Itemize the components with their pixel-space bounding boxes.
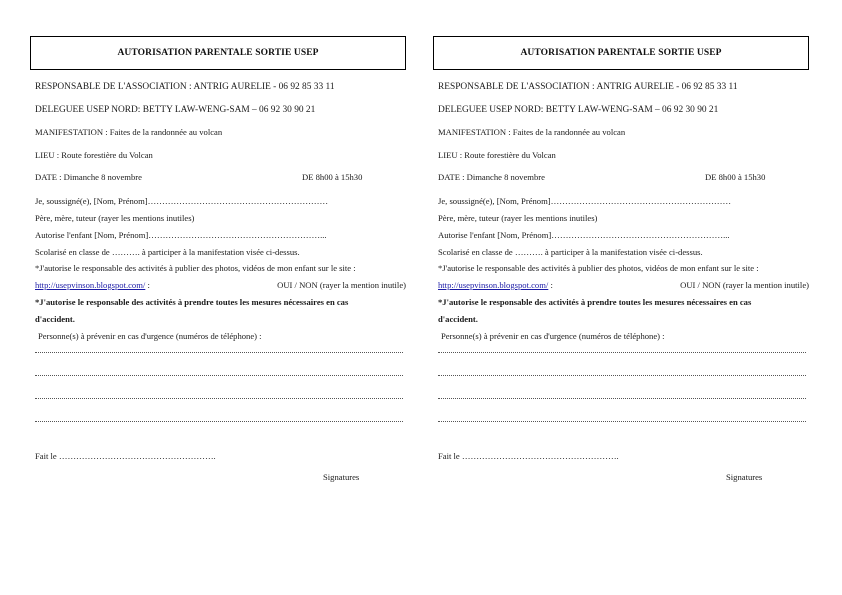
site-wrapper [438, 279, 553, 291]
authorization-form-right [433, 36, 809, 482]
date-text: DATE : Dimanche 8 novembre [438, 172, 545, 182]
manifestation-line: MANIFESTATION : Faites de la randonnée au volcan [438, 127, 626, 137]
authorization-form-left [30, 36, 406, 482]
scolarise-line: Scolarisé en classe de ………. à participer à la manifestation visée ci-dessus. [438, 247, 703, 257]
oui-non-choice[interactable]: OUI / NON (rayer la mention inutile) [680, 280, 809, 290]
site-line [438, 279, 809, 291]
urgence-field-1[interactable] [438, 350, 806, 353]
site-colon: : [145, 280, 150, 290]
responsable-line: RESPONSABLE DE L'ASSOCIATION : ANTRIG AURELIE - 06 92 85 33 11 [35, 82, 335, 92]
urgence-field-2[interactable] [35, 373, 403, 376]
date-line [35, 171, 406, 183]
manifestation-line: MANIFESTATION : Faites de la randonnée au volcan [35, 127, 223, 137]
site-colon: : [548, 280, 553, 290]
urgence-field-4[interactable] [35, 419, 403, 422]
urgence-field-3[interactable] [35, 396, 403, 399]
urgence-label: Personne(s) à prévenir en cas d'urgence (numéros de téléphone) : [441, 331, 665, 341]
lieu-line: LIEU : Route forestière du Volcan [438, 150, 556, 160]
form-title: AUTORISATION PARENTALE SORTIE USEP [30, 36, 406, 70]
date-text: DATE : Dimanche 8 novembre [35, 172, 142, 182]
site-wrapper [35, 279, 150, 291]
signatures-label: Signatures [726, 472, 763, 482]
deleguee-line: DELEGUEE USEP NORD: BETTY LAW-WENG-SAM – 06 92 30 90 21 [438, 105, 719, 115]
blog-link[interactable]: http://usepvinson.blogspot.com/ [35, 280, 146, 290]
parent-line: Père, mère, tuteur (rayer les mentions inutiles) [35, 213, 195, 223]
blog-link[interactable]: http://usepvinson.blogspot.com/ [438, 280, 549, 290]
parent-line: Père, mère, tuteur (rayer les mentions inutiles) [438, 213, 598, 223]
mesures-line-1: *J'autorise le responsable des activités à prendre toutes les mesures nécessaires en cas [35, 297, 349, 307]
soussigne-field[interactable]: Je, soussigné(e), [Nom, Prénom]……………………………………………………… [35, 196, 329, 206]
fait-le-field[interactable]: Fait le ………………………………………………. [438, 451, 619, 461]
signatures-label: Signatures [323, 472, 360, 482]
mesures-line-2: d'accident. [438, 314, 478, 324]
site-line [35, 279, 406, 291]
form-title: AUTORISATION PARENTALE SORTIE USEP [433, 36, 809, 70]
date-line [438, 171, 809, 183]
soussigne-field[interactable]: Je, soussigné(e), [Nom, Prénom]……………………………………………………… [438, 196, 732, 206]
urgence-label: Personne(s) à prévenir en cas d'urgence (numéros de téléphone) : [38, 331, 262, 341]
horaire-text: DE 8h00 à 15h30 [302, 172, 363, 182]
oui-non-choice[interactable]: OUI / NON (rayer la mention inutile) [277, 280, 406, 290]
fait-le-field[interactable]: Fait le ………………………………………………. [35, 451, 216, 461]
scolarise-line: Scolarisé en classe de ………. à participer à la manifestation visée ci-dessus. [35, 247, 300, 257]
photos-consent-line: *J'autorise le responsable des activités à publier des photos, vidéos de mon enfant sur le site : [35, 263, 356, 273]
mesures-line-2: d'accident. [35, 314, 75, 324]
enfant-field[interactable]: Autorise l'enfant [Nom, Prénom]……………………………………………………... [35, 230, 327, 240]
horaire-text: DE 8h00 à 15h30 [705, 172, 766, 182]
lieu-line: LIEU : Route forestière du Volcan [35, 150, 153, 160]
deleguee-line: DELEGUEE USEP NORD: BETTY LAW-WENG-SAM – 06 92 30 90 21 [35, 105, 316, 115]
enfant-field[interactable]: Autorise l'enfant [Nom, Prénom]……………………………………………………... [438, 230, 730, 240]
urgence-field-3[interactable] [438, 396, 806, 399]
urgence-field-1[interactable] [35, 350, 403, 353]
urgence-field-2[interactable] [438, 373, 806, 376]
responsable-line: RESPONSABLE DE L'ASSOCIATION : ANTRIG AURELIE - 06 92 85 33 11 [438, 82, 738, 92]
mesures-line-1: *J'autorise le responsable des activités à prendre toutes les mesures nécessaires en cas [438, 297, 752, 307]
photos-consent-line: *J'autorise le responsable des activités à publier des photos, vidéos de mon enfant sur le site : [438, 263, 759, 273]
urgence-field-4[interactable] [438, 419, 806, 422]
